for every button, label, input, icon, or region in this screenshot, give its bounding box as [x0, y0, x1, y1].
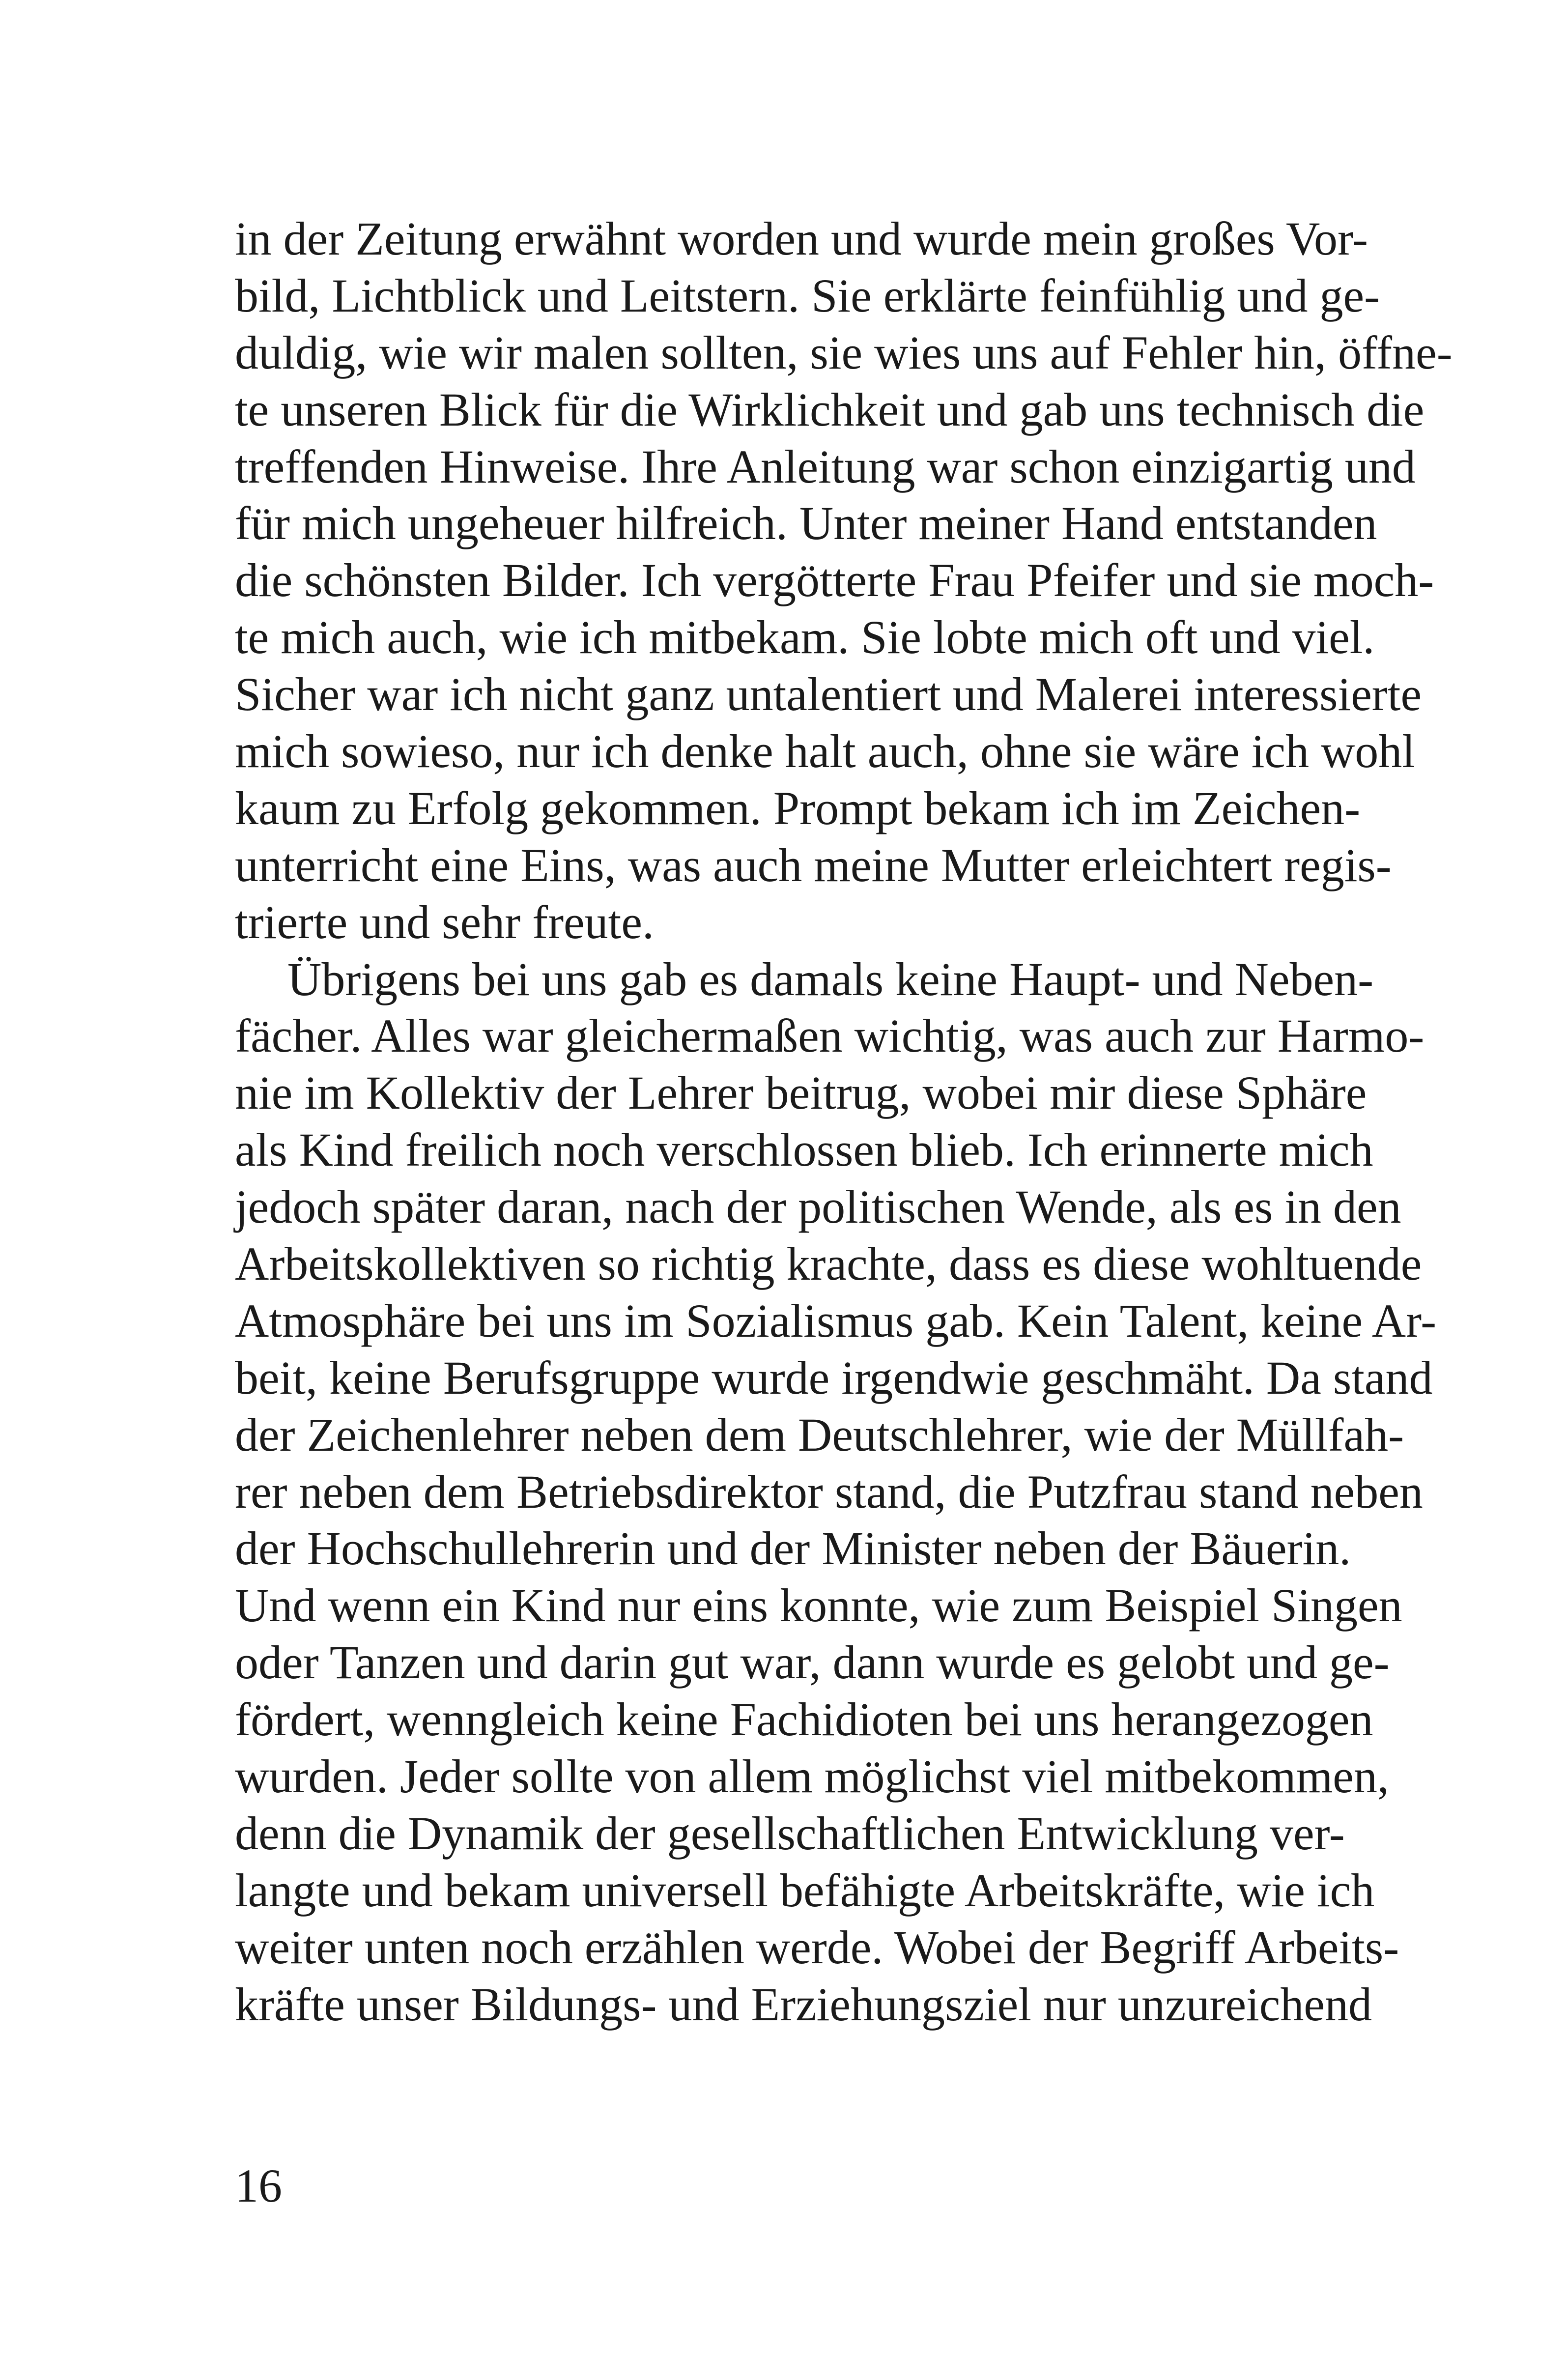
text-line: kräfte unser Bildungs- und Erziehungsziel nur unzureichend: [235, 1978, 1372, 2031]
text-line: oder Tanzen und darin gut war, dann wurde es gelobt und ge-: [235, 1636, 1390, 1689]
text-line: Übrigens bei uns gab es damals keine Haupt- und Neben-: [287, 952, 1374, 1005]
text-line: als Kind freilich noch verschlossen blieb. Ich erinnerte mich: [235, 1123, 1373, 1176]
text-line: weiter unten noch erzählen werde. Wobei der Begriff Arbeits-: [235, 1921, 1399, 1974]
text-line: nie im Kollektiv der Lehrer beitrug, wobei mir diese Sphäre: [235, 1066, 1367, 1119]
text-line: kaum zu Erfolg gekommen. Prompt bekam ich im Zeichen-: [235, 781, 1361, 834]
text-line: te mich auch, wie ich mitbekam. Sie lobte mich oft und viel.: [235, 611, 1375, 664]
text-line: fächer. Alles war gleichermaßen wichtig, was auch zur Harmo-: [235, 1009, 1425, 1062]
text-line: te unseren Blick für die Wirklichkeit und gab uns technisch die: [235, 383, 1425, 436]
text-line: Atmosphäre bei uns im Sozialismus gab. Kein Talent, keine Ar-: [235, 1294, 1437, 1347]
text-line: für mich ungeheuer hilfreich. Unter meiner Hand entstanden: [235, 497, 1377, 550]
text-line: beit, keine Berufsgruppe wurde irgendwie geschmäht. Da stand: [235, 1351, 1433, 1404]
text-line: die schönsten Bilder. Ich vergötterte Frau Pfeifer und sie moch-: [235, 554, 1434, 607]
text-line: jedoch später daran, nach der politischen Wende, als es in den: [235, 1180, 1401, 1233]
text-line: treffenden Hinweise. Ihre Anleitung war schon einzigartig und: [235, 440, 1416, 493]
text-line: unterricht eine Eins, was auch meine Mutter erleichtert regis-: [235, 838, 1392, 891]
text-line: in der Zeitung erwähnt worden und wurde mein großes Vor-: [235, 212, 1368, 265]
text-line: duldig, wie wir malen sollten, sie wies uns auf Fehler hin, öffne-: [235, 326, 1453, 379]
text-line: langte und bekam universell befähigte Arbeitskräfte, wie ich: [235, 1864, 1375, 1917]
text-line: Und wenn ein Kind nur eins konnte, wie zum Beispiel Singen: [235, 1579, 1402, 1632]
text-line: der Hochschullehrerin und der Minister neben der Bäuerin.: [235, 1522, 1351, 1575]
text-line: wurden. Jeder sollte von allem möglichst viel mitbekommen,: [235, 1750, 1389, 1803]
text-line: bild, Lichtblick und Leitstern. Sie erklärte feinfühlig und ge-: [235, 269, 1380, 322]
text-line: Arbeitskollektiven so richtig krachte, dass es diese wohltuende: [235, 1237, 1422, 1290]
text-line: der Zeichenlehrer neben dem Deutschlehrer, wie der Müllfah-: [235, 1408, 1404, 1461]
text-line: Sicher war ich nicht ganz untalentiert und Malerei interessierte: [235, 668, 1422, 721]
page-number: 16: [235, 2159, 282, 2212]
text-line: mich sowieso, nur ich denke halt auch, ohne sie wäre ich wohl: [235, 725, 1415, 778]
text-line: rer neben dem Betriebsdirektor stand, die Putzfrau stand neben: [235, 1465, 1423, 1518]
text-line: fördert, wenngleich keine Fachidioten bei uns herangezogen: [235, 1693, 1373, 1746]
body-text: [235, 210, 1453, 2033]
text-line: denn die Dynamik der gesellschaftlichen Entwicklung ver-: [235, 1807, 1345, 1860]
text-line: trierte und sehr freute.: [235, 895, 654, 948]
